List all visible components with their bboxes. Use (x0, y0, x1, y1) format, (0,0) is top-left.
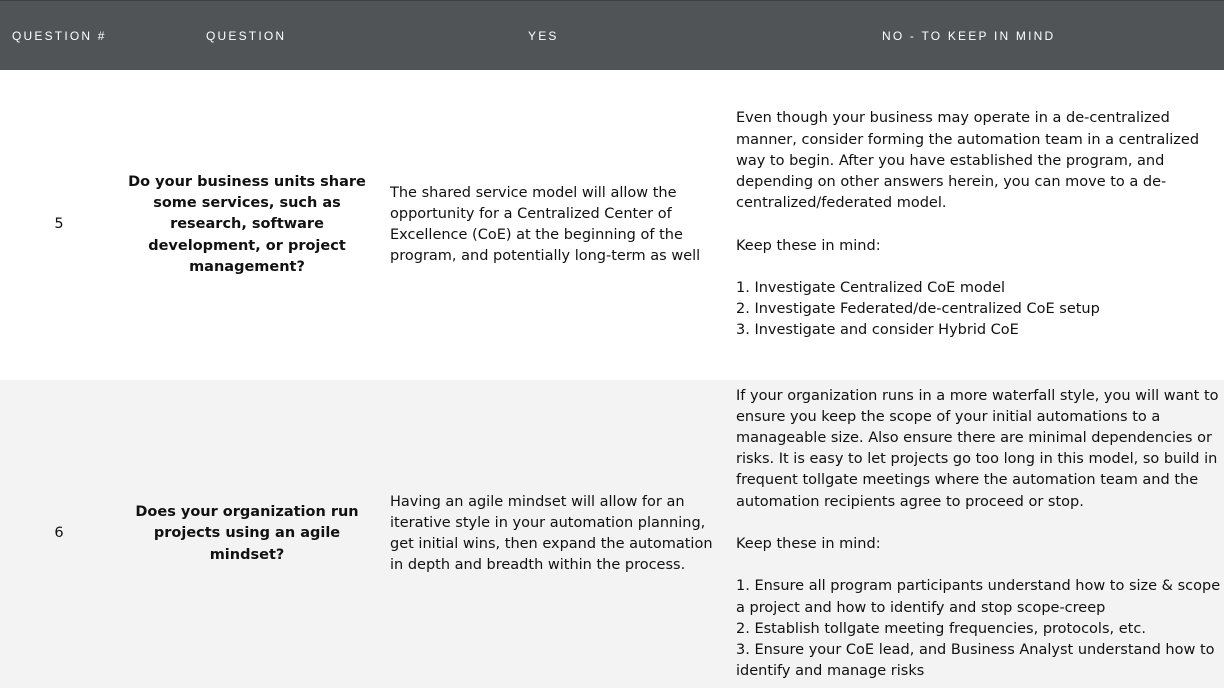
question-number-cell (0, 380, 118, 688)
question-number: 5 (54, 216, 64, 233)
table-row (0, 380, 1224, 688)
question-text: Does your organization run projects using an agile mindset? (135, 504, 359, 563)
table-row (0, 70, 1224, 380)
keep-in-mind-label: Keep these in mind: (736, 536, 881, 552)
list-item: 2. Establish tollgate meeting frequencies, protocols, etc. (736, 620, 1146, 637)
list-item: 3. Investigate and consider Hybrid CoE (736, 322, 1019, 339)
no-cell (736, 380, 1222, 688)
question-number: 6 (54, 525, 64, 542)
yes-cell (390, 380, 722, 688)
yes-text: Having an agile mindset will allow for an iterative style in your automation planning, get initial wins, then expand the automation in depth and breadth within the process. (390, 493, 713, 574)
table-header (0, 0, 1224, 70)
no-cell (736, 70, 1222, 380)
no-intro-text: If your organization runs in a more waterfall style, you will want to ensure you keep the scope of your initial automations to a manageable size. Also ensure there are minimal dependencies or risks. It is easy to let projects go too long in this model, so build in frequent tollgate meetings where the automation team and the automation recipients agree to proceed or stop. (736, 387, 1219, 510)
yes-text: The shared service model will allow the opportunity for a Centralized Center of Excellence (CoE) at the beginning of the program, and potentially long-term as well (390, 184, 701, 265)
question-text: Do your business units share some services, such as research, software development, or project management? (128, 173, 366, 275)
list-item: 1. Investigate Centralized CoE model (736, 279, 1006, 296)
header-question-number: QUESTION # (12, 29, 107, 43)
keep-in-mind-list (736, 576, 1222, 682)
header-no-keep-in-mind: NO - TO KEEP IN MIND (882, 29, 1056, 43)
yes-cell (390, 70, 722, 380)
list-item: 3. Ensure your CoE lead, and Business Analyst understand how to identify and manage risks (736, 642, 1215, 680)
list-item: 1. Ensure all program participants understand how to size & scope a project and how to identify and stop scope-creep (736, 578, 1221, 616)
header-yes: YES (528, 29, 559, 43)
question-cell (122, 380, 372, 688)
keep-in-mind-list (736, 278, 1222, 342)
header-question: QUESTION (206, 29, 287, 43)
question-number-cell (0, 70, 118, 380)
list-item: 2. Investigate Federated/de-centralized CoE setup (736, 301, 1100, 318)
keep-in-mind-label: Keep these in mind: (736, 237, 881, 254)
no-intro-text: Even though your business may operate in a de-centralized manner, consider forming the automation team in a centralized way to begin. After you have established the program, and depending on other answers herein, you can move to a de-centralized/federated model. (736, 110, 1200, 212)
question-cell (122, 70, 372, 380)
